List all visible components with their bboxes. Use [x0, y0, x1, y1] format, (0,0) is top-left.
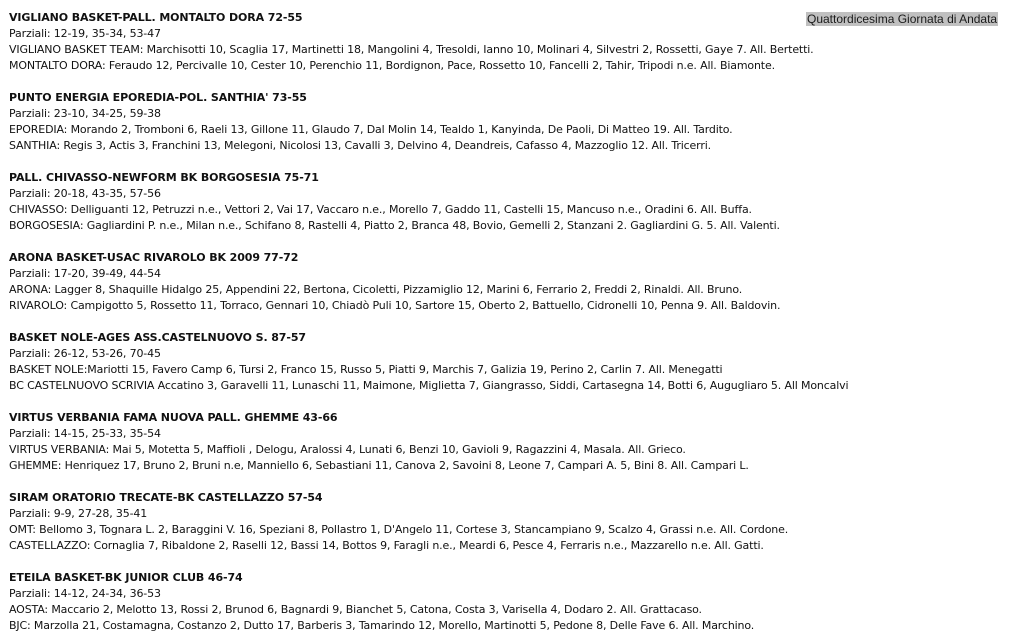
game-partials: Parziali: 9-9, 27-28, 35-41: [9, 507, 148, 520]
away-team-scorers: BJC: Marzolla 21, Costamagna, Costanzo 2, Dutto 17, Barberis 3, Tamarindo 12, Morello, Martinotti 5, Pedone 8, Delle Fave 6. All. Marchino.: [9, 619, 755, 632]
game-result: [9, 330, 1014, 410]
home-team-scorers: BASKET NOLE:Mariotti 15, Favero Camp 6, Tursi 2, Franco 15, Russo 5, Piatti 9, Marchis 7, Galizia 19, Perino 2, Carlin 7. All. Menegatti: [9, 363, 723, 376]
away-team-scorers: MONTALTO DORA: Feraudo 12, Percivalle 10, Cester 10, Perenchio 11, Bordignon, Pace, Rossetto 10, Fancelli 2, Tahir, Tripodi n.e. All. Biamonte.: [9, 59, 775, 72]
away-team-scorers: GHEMME: Henriquez 17, Bruno 2, Bruni n.e, Manniello 6, Sebastiani 11, Canova 2, Savoini 8, Leone 7, Campari A. 5, Bini 8. All. Campari L.: [9, 459, 749, 472]
game-title: PUNTO ENERGIA EPOREDIA-POL. SANTHIA' 73-55: [9, 91, 307, 104]
away-team-scorers: CASTELLAZZO: Cornaglia 7, Ribaldone 2, Raselli 12, Bassi 14, Bottos 9, Faragli n.e., Meardi 6, Pesce 4, Ferraris n.e., Mazzarello n.e. All. Gatti.: [9, 539, 764, 552]
game-partials: Parziali: 26-12, 53-26, 70-45: [9, 347, 161, 360]
away-team-scorers: BC CASTELNUOVO SCRIVIA Accatino 3, Garavelli 11, Lunaschi 11, Maimone, Miglietta 7, Giangrasso, Siddi, Cartasegna 14, Botti 6, Augugliaro 5. All Moncalvi: [9, 379, 849, 392]
game-partials: Parziali: 12-19, 35-34, 53-47: [9, 27, 161, 40]
game-results-list: [9, 10, 1014, 636]
game-result: [9, 10, 1014, 90]
game-title: BASKET NOLE-AGES ASS.CASTELNUOVO S. 87-57: [9, 331, 306, 344]
game-title: ARONA BASKET-USAC RIVAROLO BK 2009 77-72: [9, 251, 299, 264]
away-team-scorers: RIVAROLO: Campigotto 5, Rossetto 11, Torraco, Gennari 10, Chiadò Puli 10, Sartore 15, Oberto 2, Battuello, Cidronelli 10, Penna 9. All. Baldovin.: [9, 299, 781, 312]
home-team-scorers: CHIVASSO: Delliguanti 12, Petruzzi n.e., Vettori 2, Vai 17, Vaccaro n.e., Morello 7, Gaddo 11, Castelli 15, Mancuso n.e., Oradini 6. All. Buffa.: [9, 203, 752, 216]
away-team-scorers: BORGOSESIA: Gagliardini P. n.e., Milan n.e., Schifano 8, Rastelli 4, Piatto 2, Branca 48, Bovio, Gemelli 2, Stanzani 2. Gagliardini G. 5. All. Valenti.: [9, 219, 780, 232]
game-title: VIGLIANO BASKET-PALL. MONTALTO DORA 72-55: [9, 11, 303, 24]
game-partials: Parziali: 14-15, 25-33, 35-54: [9, 427, 161, 440]
game-title: SIRAM ORATORIO TRECATE-BK CASTELLAZZO 57-54: [9, 491, 323, 504]
home-team-scorers: OMT: Bellomo 3, Tognara L. 2, Baraggini V. 16, Speziani 8, Pollastro 1, D'Angelo 11, Cortese 3, Stancampiano 9, Scalzo 4, Grassi n.e. All. Cordone.: [9, 523, 789, 536]
game-title: ETEILA BASKET-BK JUNIOR CLUB 46-74: [9, 571, 243, 584]
game-result: [9, 90, 1014, 170]
home-team-scorers: AOSTA: Maccario 2, Melotto 13, Rossi 2, Brunod 6, Bagnardi 9, Bianchet 5, Catona, Costa 3, Varisella 4, Dodaro 2. All. Grattacaso.: [9, 603, 702, 616]
round-label: Quattordicesima Giornata di Andata: [807, 12, 998, 26]
game-title: VIRTUS VERBANIA FAMA NUOVA PALL. GHEMME 43-66: [9, 411, 338, 424]
game-partials: Parziali: 17-20, 39-49, 44-54: [9, 267, 161, 280]
game-partials: Parziali: 23-10, 34-25, 59-38: [9, 107, 161, 120]
game-result: [9, 570, 1014, 636]
home-team-scorers: EPOREDIA: Morando 2, Tromboni 6, Raeli 13, Gillone 11, Glaudo 7, Dal Molin 14, Tealdo 1, Kanyinda, De Paoli, Di Matteo 19. All. Tardito.: [9, 123, 733, 136]
game-result: [9, 410, 1014, 490]
game-result: [9, 170, 1014, 250]
home-team-scorers: ARONA: Lagger 8, Shaquille Hidalgo 25, Appendini 22, Bertona, Cicoletti, Pizzamiglio 12, Marini 6, Ferrario 2, Freddi 2, Rinaldi. All. Bruno.: [9, 283, 743, 296]
home-team-scorers: VIGLIANO BASKET TEAM: Marchisotti 10, Scaglia 17, Martinetti 18, Mangolini 4, Tresoldi, Ianno 10, Molinari 4, Silvestri 2, Rossetti, Gaye 7. All. Bertetti.: [9, 43, 814, 56]
game-result: [9, 250, 1014, 330]
game-partials: Parziali: 20-18, 43-35, 57-56: [9, 187, 161, 200]
game-title: PALL. CHIVASSO-NEWFORM BK BORGOSESIA 75-71: [9, 171, 319, 184]
home-team-scorers: VIRTUS VERBANIA: Mai 5, Motetta 5, Maffioli , Delogu, Aralossi 4, Lunati 6, Benzi 10, Gavioli 9, Ragazzini 4, Masala. All. Grieco.: [9, 443, 686, 456]
away-team-scorers: SANTHIA: Regis 3, Actis 3, Franchini 13, Melegoni, Nicolosi 13, Cavalli 3, Delvino 4, Deandreis, Cafasso 4, Mazzoglio 12. All. Tricerri.: [9, 139, 711, 152]
game-partials: Parziali: 14-12, 24-34, 36-53: [9, 587, 161, 600]
game-result: [9, 490, 1014, 570]
